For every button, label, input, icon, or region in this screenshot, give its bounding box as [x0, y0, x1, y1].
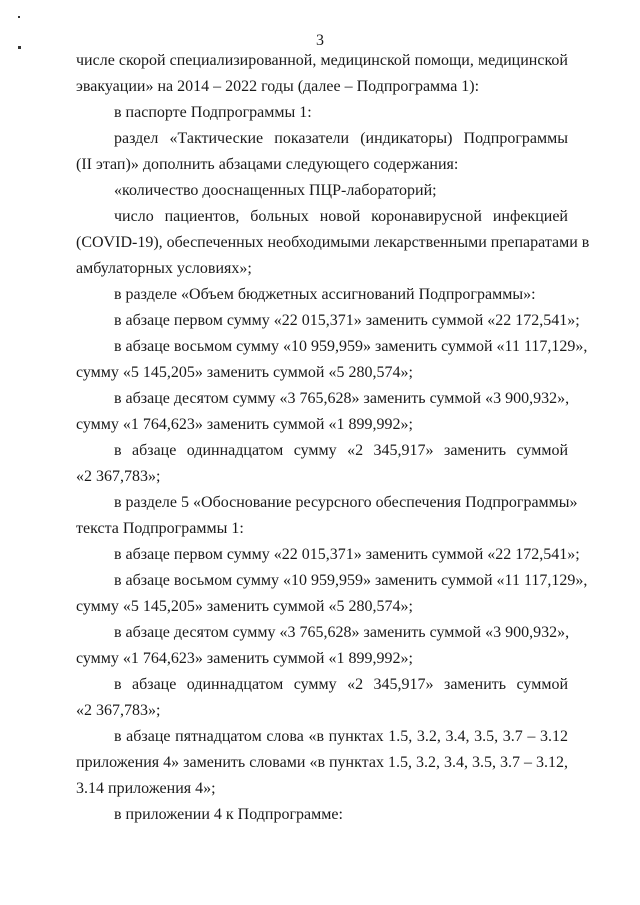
text-line: 3.14 приложения 4»; — [76, 780, 216, 797]
text-line: сумму «5 145,205» заменить суммой «5 280,574»; — [76, 364, 413, 381]
text-line: в приложении 4 к Подпрограмме: — [114, 806, 343, 823]
text-line: в абзаце восьмом сумму «10 959,959» заменить суммой «11 117,129», — [114, 338, 588, 355]
text-line: сумму «1 764,623» заменить суммой «1 899,992»; — [76, 650, 413, 667]
text-line: в абзаце восьмом сумму «10 959,959» заменить суммой «11 117,129», — [114, 572, 588, 589]
text-line: число пациентов, больных новой коронавирусной инфекцией — [114, 208, 568, 225]
text-line: в абзаце одиннадцатом сумму «2 345,917» заменить суммой — [114, 442, 568, 459]
text-line: в абзаце одиннадцатом сумму «2 345,917» заменить суммой — [114, 676, 568, 693]
text-line: в абзаце пятнадцатом слова «в пунктах 1.5, 3.2, 3.4, 3.5, 3.7 – 3.12 — [114, 728, 568, 745]
text-line: «2 367,783»; — [76, 702, 161, 719]
text-line: числе скорой специализированной, медицинской помощи, медицинской — [76, 52, 568, 69]
text-line: в абзаце десятом сумму «3 765,628» заменить суммой «3 900,932», — [114, 390, 570, 407]
text-line: эвакуации» на 2014 – 2022 годы (далее – Подпрограмма 1): — [76, 78, 480, 95]
text-line: «количество дооснащенных ПЦР-лабораторий; — [114, 182, 437, 199]
text-line: сумму «5 145,205» заменить суммой «5 280,574»; — [76, 598, 413, 615]
text-line: в абзаце первом сумму «22 015,371» заменить суммой «22 172,541»; — [114, 312, 580, 329]
text-line: в разделе 5 «Обоснование ресурсного обеспечения Подпрограммы» — [114, 494, 578, 511]
text-line: амбулаторных условиях»; — [76, 260, 252, 277]
text-line: текста Подпрограммы 1: — [76, 520, 244, 537]
page-number: 3 — [316, 32, 324, 49]
text-line: в абзаце первом сумму «22 015,371» заменить суммой «22 172,541»; — [114, 546, 580, 563]
text-line: раздел «Тактические показатели (индикаторы) Подпрограммы — [114, 130, 568, 147]
text-line: сумму «1 764,623» заменить суммой «1 899,992»; — [76, 416, 413, 433]
scan-speck — [18, 16, 20, 18]
text-line: «2 367,783»; — [76, 468, 161, 485]
text-line: приложения 4» заменить словами «в пунктах 1.5, 3.2, 3.4, 3.5, 3.7 – 3.12, — [76, 754, 568, 771]
text-line: (II этап)» дополнить абзацами следующего содержания: — [76, 156, 459, 173]
text-line: (COVID-19), обеспеченных необходимыми лекарственными препаратами в — [76, 234, 590, 251]
text-line: в паспорте Подпрограммы 1: — [114, 104, 312, 121]
text-line: в разделе «Объем бюджетных ассигнований Подпрограммы»: — [114, 286, 536, 303]
text-line: в абзаце десятом сумму «3 765,628» заменить суммой «3 900,932», — [114, 624, 570, 641]
